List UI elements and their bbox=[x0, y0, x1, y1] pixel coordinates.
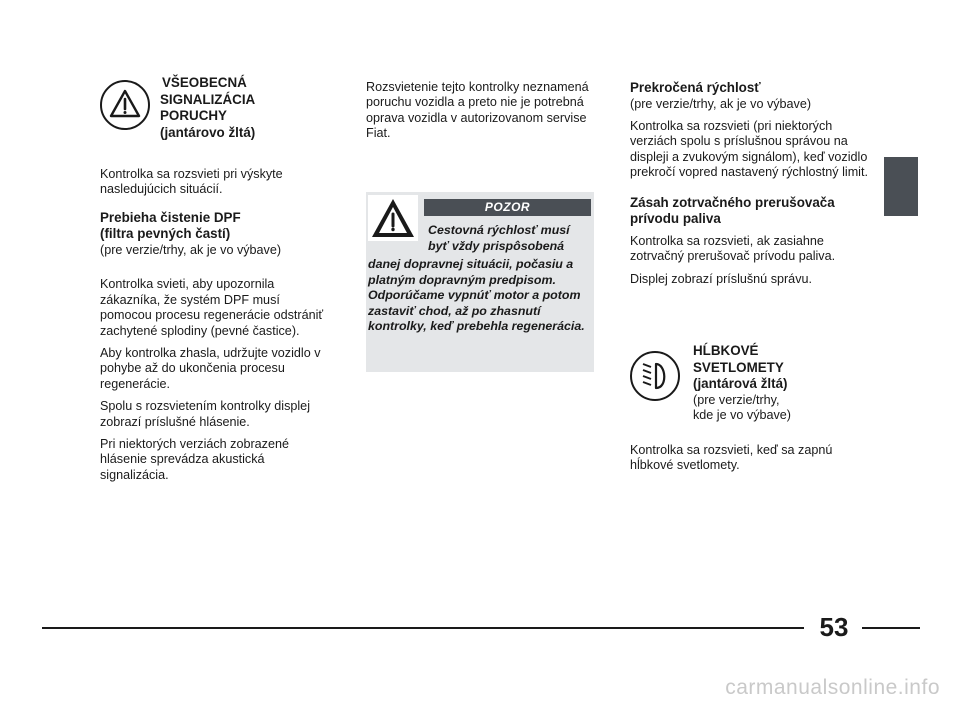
column-left bbox=[100, 75, 332, 490]
dpf-paragraph: Aby kontrolka zhasla, udržujte vozidlo v pohybe až do ukončenia procesu regenerácie. bbox=[100, 346, 321, 391]
warning-text-body: danej dopravnej situácii, počasiu a platným dopravným predpisom. Odporúčame vypnúť motor a potom zastaviť chod, až po zhasnutí kontrolky, keď prebehla regenerácia. bbox=[368, 257, 585, 334]
caution-triangle-icon bbox=[368, 195, 418, 241]
watermark: carmanualsonline.info bbox=[725, 676, 940, 699]
footer-rule-right bbox=[862, 627, 920, 629]
overspeed-heading: Prekročená rýchlosť bbox=[630, 80, 761, 95]
overspeed-note: (pre verzie/trhy, ak je vo výbave) bbox=[630, 96, 812, 111]
fuel-cutoff-heading: Zásah zotrvačného prerušovača prívodu paliva bbox=[630, 194, 835, 227]
column-middle bbox=[366, 80, 594, 149]
page-number: 53 bbox=[819, 612, 849, 642]
dipped-beam-icon bbox=[630, 351, 680, 401]
general-failure-title: VŠEOBECNÁ SIGNALIZÁCIA PORUCHY (jantárovo žltá) bbox=[160, 75, 256, 140]
dipped-beam-header bbox=[630, 343, 870, 435]
dpf-continuation-text: Rozsvietenie tejto kontrolky neznamená poruchu vozidla a preto nie je potrebná oprava vozidla v autorizovanom servise Fiat. bbox=[366, 80, 589, 141]
dpf-heading: Prebieha čistenie DPF (filtra pevných častí) bbox=[100, 209, 241, 242]
general-failure-header bbox=[100, 75, 332, 155]
general-failure-warning-icon bbox=[100, 80, 150, 130]
warning-text-top: Cestovná rýchlosť musí byť vždy prispôsobená bbox=[428, 223, 570, 253]
fuel-cutoff-text: Kontrolka sa rozsvieti, ak zasiahne zotrvačný prerušovač prívodu paliva. bbox=[630, 233, 836, 264]
dpf-paragraph: Spolu s rozsvietením kontrolky displej zobrazí príslušné hlásenie. bbox=[100, 399, 310, 429]
dpf-note: (pre verzie/trhy, ak je vo výbave) bbox=[100, 243, 282, 257]
dipped-beam-title: HĹBKOVÉ SVETLOMETY (jantárová žltá) (pre verzie/trhy, kde je vo výbave) bbox=[693, 343, 792, 423]
warning-label: POZOR bbox=[424, 199, 591, 216]
footer-rule-left bbox=[42, 627, 804, 629]
column-right bbox=[630, 80, 870, 481]
overspeed-text: Kontrolka sa rozsvieti (pri niektorých verziách spolu s príslušnou správou na displeji a zvukovým signálom), keď vozidlo prekročí vopred nastavený rýchlostný limit. bbox=[630, 119, 868, 180]
dipped-beam-text: Kontrolka sa rozsvieti, keď sa zapnú hĺbkové svetlomety. bbox=[630, 443, 833, 473]
dpf-paragraph: Pri niektorých verziách zobrazené hlásenie sprevádza akustická signalizácia. bbox=[100, 437, 289, 482]
dpf-paragraph: Kontrolka svieti, aby upozornila zákazníka, že systém DPF musí pomocou procesu regenerácie odstrániť zachytené splodiny (pevné častice). bbox=[100, 277, 324, 338]
fuel-cutoff-text-2: Displej zobrazí príslušnú správu. bbox=[630, 271, 812, 286]
section-tab bbox=[884, 157, 918, 216]
intro-text: Kontrolka sa rozsvieti pri výskyte nasledujúcich situácií. bbox=[100, 167, 283, 197]
